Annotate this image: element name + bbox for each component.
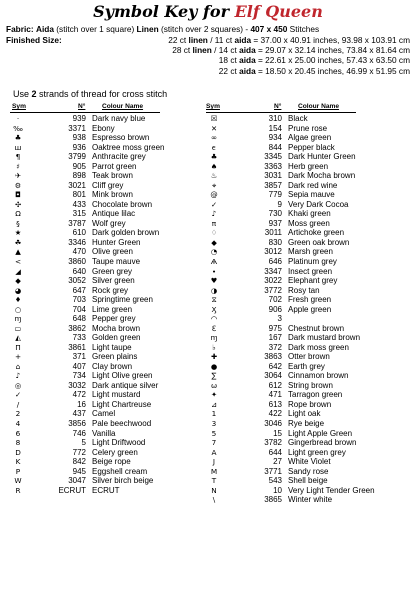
colour-name: Eggshell cream bbox=[92, 466, 148, 476]
symbol-glyph: < bbox=[14, 256, 22, 266]
finished-size-label: Finished Size: bbox=[6, 35, 62, 45]
symbol-glyph: Ω bbox=[15, 209, 21, 219]
thread-number: 472 bbox=[72, 390, 86, 400]
colour-name: Insect green bbox=[288, 266, 333, 276]
colour-name: Pepper black bbox=[288, 142, 335, 152]
symbol-glyph: ◭ bbox=[15, 333, 21, 343]
symbol-glyph: ◠ bbox=[210, 314, 218, 324]
symbol-glyph: ℇ bbox=[211, 323, 217, 333]
thread-number: 3863 bbox=[264, 352, 282, 362]
fabric-stitches: 407 x 450 bbox=[250, 24, 288, 34]
thread-number: 612 bbox=[268, 380, 282, 390]
thread-number: 3799 bbox=[68, 152, 86, 162]
header-colour-name: Colour Name bbox=[298, 103, 340, 110]
symbol-glyph: 2 bbox=[15, 409, 21, 419]
symbol-glyph: ✓ bbox=[210, 199, 218, 209]
colour-name: Chocolate brown bbox=[92, 199, 153, 209]
thread-number: 5 bbox=[81, 438, 86, 448]
colour-name: Pepper grey bbox=[92, 314, 136, 324]
colour-name: Cliff grey bbox=[92, 180, 124, 190]
symbol-glyph: P bbox=[15, 466, 21, 476]
symbol-glyph: ⌂ bbox=[15, 361, 21, 371]
symbol-glyph: ◢ bbox=[15, 266, 21, 276]
symbol-glyph: Ѧ bbox=[210, 256, 218, 266]
colour-name: Silver birch beige bbox=[92, 476, 154, 486]
thread-number: 10 bbox=[273, 485, 282, 495]
colour-name: Earth grey bbox=[288, 361, 325, 371]
thread-number: 936 bbox=[72, 142, 86, 152]
symbol-glyph: ▭ bbox=[14, 323, 22, 333]
thread-number: 3011 bbox=[264, 228, 282, 238]
thread-number: 734 bbox=[72, 371, 86, 381]
colour-name: Mink brown bbox=[92, 190, 133, 200]
colour-name: Tarragon green bbox=[288, 390, 343, 400]
colour-name: Winter white bbox=[288, 495, 333, 505]
finished-sizes bbox=[6, 35, 410, 76]
thread-number: 906 bbox=[268, 304, 282, 314]
thread-number: 3857 bbox=[264, 180, 282, 190]
thread-number: 3771 bbox=[264, 466, 282, 476]
thread-number: 3021 bbox=[68, 180, 86, 190]
colour-name: White Violet bbox=[288, 457, 331, 467]
thread-number: 3031 bbox=[264, 171, 282, 181]
colour-name: Dark red wine bbox=[288, 180, 338, 190]
colour-name: Platinum grey bbox=[288, 256, 337, 266]
symbol-glyph: ✚ bbox=[210, 352, 218, 362]
symbol-glyph: 6 bbox=[15, 428, 21, 438]
symbol-glyph: W bbox=[14, 476, 22, 486]
colour-name: Pale beechwood bbox=[92, 419, 152, 428]
symbol-glyph: ◆ bbox=[15, 276, 21, 286]
colour-name: Parrot green bbox=[92, 161, 137, 171]
symbol-glyph: 8 bbox=[15, 438, 21, 448]
colour-name: Moss green bbox=[288, 218, 330, 228]
finished-size-row bbox=[6, 55, 410, 65]
thread-number: 730 bbox=[268, 209, 282, 219]
colour-name: Olive green bbox=[92, 247, 133, 257]
finished-size-text: 28 ct linen / 14 ct aida = 29.07 x 32.14 inches, 73.84 x 81.64 cm bbox=[172, 45, 410, 56]
thread-number: 3345 bbox=[264, 152, 282, 162]
colour-name: Gingerbread brown bbox=[288, 438, 357, 448]
colour-name: Dark golden brown bbox=[92, 228, 160, 238]
fabric-aida-desc: (stitch over 1 square) bbox=[56, 24, 135, 34]
colour-name: Light green grey bbox=[288, 447, 346, 457]
header-colour-name: Colour Name bbox=[102, 103, 144, 110]
colour-name: Light Apple Green bbox=[288, 428, 353, 438]
thread-number: 543 bbox=[268, 476, 282, 486]
thread-number: 703 bbox=[72, 295, 86, 305]
colour-name: Green plains bbox=[92, 352, 138, 362]
thread-number: 610 bbox=[72, 228, 86, 238]
colour-name: Camel bbox=[92, 409, 116, 419]
thread-number: 3861 bbox=[68, 342, 86, 352]
symbol-glyph: ● bbox=[210, 361, 218, 371]
thread-number: 646 bbox=[268, 256, 282, 266]
symbol-glyph: ♣ bbox=[210, 152, 218, 162]
symbol-glyph: + bbox=[14, 352, 22, 362]
finished-size-text: 22 ct linen / 11 ct aida = 37.00 x 40.91 inches, 93.98 x 103.91 cm bbox=[168, 35, 410, 45]
colour-name: Dark Mocha brown bbox=[288, 171, 356, 181]
colour-name: Wolf grey bbox=[92, 218, 126, 228]
thread-number: 3346 bbox=[68, 237, 86, 247]
colour-name: Vanilla bbox=[92, 428, 116, 438]
symbol-glyph: ✓ bbox=[14, 390, 22, 400]
symbol-glyph: ♢ bbox=[210, 228, 218, 238]
fabric-stitches-suffix: Stitches bbox=[289, 24, 320, 34]
colour-name: Khaki green bbox=[288, 209, 331, 219]
thread-number: 648 bbox=[72, 314, 86, 324]
symbol-glyph: ♭ bbox=[212, 342, 216, 352]
symbol-glyph: ♯ bbox=[16, 161, 20, 171]
colour-name: Light Driftwood bbox=[92, 438, 146, 448]
colour-name: Clay brown bbox=[92, 361, 133, 371]
thread-number: 372 bbox=[268, 342, 282, 352]
thread-number: 934 bbox=[268, 133, 282, 143]
colour-name: Sepia mauve bbox=[288, 190, 335, 200]
thread-number: 16 bbox=[77, 399, 86, 409]
symbol-glyph: ϵ bbox=[211, 142, 217, 152]
colour-name: Artichoke green bbox=[288, 228, 345, 238]
symbol-glyph: 5 bbox=[211, 428, 217, 438]
thread-number: 310 bbox=[268, 114, 282, 123]
symbol-glyph: § bbox=[16, 218, 20, 228]
colour-name: Hunter Green bbox=[92, 237, 141, 247]
symbol-glyph: ◑ bbox=[210, 285, 218, 295]
symbol-glyph: N bbox=[211, 485, 217, 495]
symbol-glyph: D bbox=[15, 447, 21, 457]
finished-size-row bbox=[6, 35, 410, 45]
colour-name: Light taupe bbox=[92, 342, 132, 352]
strands-count: 2 bbox=[31, 89, 37, 99]
thread-number: 3371 bbox=[68, 123, 86, 133]
symbol-glyph: T bbox=[211, 476, 217, 486]
thread-number: 704 bbox=[72, 304, 86, 314]
colour-name: Light Olive green bbox=[92, 371, 153, 381]
thread-number: 830 bbox=[268, 237, 282, 247]
thread-number: 3787 bbox=[68, 218, 86, 228]
colour-name: Chestnut brown bbox=[288, 323, 345, 333]
symbol-glyph: ⌖ bbox=[211, 180, 217, 190]
colour-name: Light mustard bbox=[92, 390, 141, 400]
colour-name: Espresso brown bbox=[92, 133, 150, 143]
thread-number: 844 bbox=[268, 142, 282, 152]
header-number: N° bbox=[274, 103, 282, 110]
thread-number: 3782 bbox=[264, 438, 282, 448]
colour-name: Green grey bbox=[92, 266, 133, 276]
symbol-glyph: ✈ bbox=[14, 171, 22, 181]
symbol-glyph: ○ bbox=[14, 304, 22, 314]
colour-name: Fresh green bbox=[288, 295, 332, 305]
colour-name: Dark mustard brown bbox=[288, 333, 361, 343]
symbol-glyph: ✣ bbox=[14, 199, 22, 209]
page-title bbox=[0, 2, 416, 22]
colour-name: Anthracite grey bbox=[92, 152, 146, 162]
colour-name: Green oak brown bbox=[288, 237, 350, 247]
finished-size-text: 22 ct aida = 18.50 x 20.45 inches, 46.99 x 51.95 cm bbox=[218, 65, 410, 76]
symbol-glyph: @ bbox=[210, 190, 218, 200]
header-number: N° bbox=[78, 103, 86, 110]
colour-name: Beige rope bbox=[92, 457, 131, 467]
thread-number: 937 bbox=[268, 218, 282, 228]
colour-name: Springtime green bbox=[92, 295, 153, 305]
symbol-glyph: M bbox=[210, 466, 218, 476]
colour-name: Taupe mauve bbox=[92, 256, 141, 266]
symbol-glyph: ♠ bbox=[210, 161, 218, 171]
thread-number: 15 bbox=[273, 428, 282, 438]
thread-number: 945 bbox=[72, 466, 86, 476]
thread-number: 746 bbox=[72, 428, 86, 438]
symbol-glyph: ♣ bbox=[14, 133, 22, 143]
symbol-glyph: ∑ bbox=[211, 371, 217, 381]
symbol-glyph: ⚙ bbox=[14, 180, 22, 190]
colour-name: Celery green bbox=[92, 447, 138, 457]
colour-name: Apple green bbox=[288, 304, 332, 314]
header-sym: Sym bbox=[206, 103, 220, 110]
colour-name: Silver green bbox=[92, 276, 135, 286]
thread-number: 315 bbox=[72, 209, 86, 219]
thread-number: 733 bbox=[72, 333, 86, 343]
symbol-glyph: ☘ bbox=[14, 237, 22, 247]
fabric-line bbox=[6, 24, 319, 34]
colour-name: Very Light Tender Green bbox=[288, 485, 375, 495]
colour-name: Sandy rose bbox=[288, 466, 329, 476]
thread-number: 3022 bbox=[264, 276, 282, 286]
thread-number: 3865 bbox=[264, 495, 282, 505]
thread-number: 3032 bbox=[68, 380, 86, 390]
colour-name: Mocha brown bbox=[92, 323, 141, 333]
thread-number: 3046 bbox=[264, 419, 282, 428]
thread-number: 975 bbox=[268, 323, 282, 333]
symbol-glyph: ɱ bbox=[14, 314, 22, 324]
colour-name: Prune rose bbox=[288, 123, 328, 133]
colour-name: Light oak bbox=[288, 409, 321, 419]
thread-number: 407 bbox=[72, 361, 86, 371]
colour-name: Lime green bbox=[92, 304, 133, 314]
thread-number: 3363 bbox=[264, 161, 282, 171]
colour-name: Rye beige bbox=[288, 419, 325, 428]
symbol-glyph: ★ bbox=[14, 228, 22, 238]
finished-size-text: 18 ct aida = 22.61 x 25.00 inches, 57.43 x 63.50 cm bbox=[218, 55, 410, 66]
symbol-glyph: Ӽ bbox=[211, 304, 217, 314]
header-divider bbox=[206, 112, 356, 113]
symbol-glyph: ∞ bbox=[210, 133, 218, 143]
colour-name: Very Dark Cocoa bbox=[288, 199, 349, 209]
symbol-glyph: R bbox=[15, 485, 21, 495]
colour-name: Algae green bbox=[288, 133, 332, 143]
symbol-glyph: ш bbox=[14, 142, 22, 152]
thread-number: 3 bbox=[277, 314, 282, 324]
thread-number: 898 bbox=[72, 171, 86, 181]
thread-number: 702 bbox=[268, 295, 282, 305]
symbol-glyph: ♨ bbox=[210, 171, 218, 181]
thread-number: 9 bbox=[277, 199, 282, 209]
thread-number: 842 bbox=[72, 457, 86, 467]
thread-number: 939 bbox=[72, 114, 86, 123]
thread-number: 433 bbox=[72, 199, 86, 209]
thread-number: 640 bbox=[72, 266, 86, 276]
thread-number: 772 bbox=[72, 447, 86, 457]
symbol-glyph: ♪ bbox=[211, 209, 217, 219]
symbol-glyph: ◕ bbox=[14, 285, 22, 295]
symbol-glyph: ◆ bbox=[211, 237, 217, 247]
symbol-glyph: 3 bbox=[211, 419, 217, 428]
colour-name: Elephant grey bbox=[288, 276, 338, 286]
colour-name: Herb green bbox=[288, 161, 329, 171]
symbol-glyph: ♦ bbox=[14, 295, 22, 305]
colour-name: Rope brown bbox=[288, 399, 332, 409]
thread-number: 3047 bbox=[68, 476, 86, 486]
symbol-glyph: ◎ bbox=[14, 380, 22, 390]
header-sym: Sym bbox=[12, 103, 26, 110]
thread-number: 3856 bbox=[68, 419, 86, 428]
thread-number: 642 bbox=[268, 361, 282, 371]
symbol-glyph: ω bbox=[210, 380, 218, 390]
thread-number: 938 bbox=[72, 133, 86, 143]
symbol-glyph: · bbox=[16, 114, 20, 123]
thread-number: 3347 bbox=[264, 266, 282, 276]
title-prefix: Symbol Key for bbox=[93, 2, 229, 21]
symbol-glyph: ♪ bbox=[15, 371, 21, 381]
symbol-glyph: ɱ bbox=[210, 333, 218, 343]
thread-number: 801 bbox=[72, 190, 86, 200]
symbol-glyph: ☒ bbox=[210, 114, 218, 123]
colour-name: Golden green bbox=[92, 333, 141, 343]
fabric-linen-desc: (stitch over 2 squares) - bbox=[160, 24, 249, 34]
colour-name: Antique lilac bbox=[92, 209, 136, 219]
thread-number: 3860 bbox=[68, 256, 86, 266]
symbol-glyph: J bbox=[212, 457, 216, 467]
thread-number: 644 bbox=[268, 447, 282, 457]
thread-number: 470 bbox=[72, 247, 86, 257]
colour-name: Shell beige bbox=[288, 476, 328, 486]
symbol-glyph: π bbox=[211, 218, 217, 228]
symbol-glyph: ♥ bbox=[210, 276, 218, 286]
header-divider bbox=[10, 112, 160, 113]
colour-name: Otter brown bbox=[288, 352, 330, 362]
thread-number: 437 bbox=[72, 409, 86, 419]
colour-name: Cinnamon brown bbox=[288, 371, 349, 381]
symbol-glyph: 1 bbox=[211, 409, 217, 419]
colour-name: Dark antique silver bbox=[92, 380, 159, 390]
symbol-glyph: ✕ bbox=[210, 123, 218, 133]
thread-number: 167 bbox=[268, 333, 282, 343]
symbol-glyph: ✦ bbox=[210, 390, 218, 400]
colour-name: Dark moss green bbox=[288, 342, 349, 352]
thread-number: 27 bbox=[273, 457, 282, 467]
symbol-glyph: ¶ bbox=[15, 152, 21, 162]
thread-number: 647 bbox=[72, 285, 86, 295]
colour-name: Oaktree moss green bbox=[92, 142, 165, 152]
fabric-linen: Linen bbox=[136, 24, 159, 34]
thread-number: 422 bbox=[268, 409, 282, 419]
title-accent: Elf Queen bbox=[234, 2, 323, 21]
strands-note: Use 2 strands of thread for cross stitch bbox=[13, 89, 168, 99]
finished-size-row bbox=[6, 45, 410, 55]
symbol-glyph: \ bbox=[212, 495, 216, 505]
colour-name: Dark Hunter Green bbox=[288, 152, 356, 162]
colour-name: Light Chartreuse bbox=[92, 399, 152, 409]
thread-number: 779 bbox=[268, 190, 282, 200]
symbol-glyph: K bbox=[15, 457, 21, 467]
colour-name: Dark navy blue bbox=[92, 114, 146, 123]
thread-number: 371 bbox=[72, 352, 86, 362]
symbol-glyph: • bbox=[211, 266, 217, 276]
thread-number: 3064 bbox=[264, 371, 282, 381]
thread-number: 613 bbox=[268, 399, 282, 409]
thread-number: 471 bbox=[268, 390, 282, 400]
finished-size-row bbox=[6, 66, 410, 76]
thread-number: 154 bbox=[268, 123, 282, 133]
symbol-glyph: ⊿ bbox=[210, 399, 218, 409]
thread-number: ECRUT bbox=[58, 485, 86, 495]
symbol-glyph: ◘ bbox=[15, 190, 21, 200]
symbol-glyph: Π bbox=[15, 342, 21, 352]
colour-name: Marsh green bbox=[288, 247, 333, 257]
thread-number: 905 bbox=[72, 161, 86, 171]
symbol-glyph: ‰ bbox=[13, 123, 23, 133]
fabric-label: Fabric: bbox=[6, 24, 34, 34]
colour-name: Black bbox=[288, 114, 308, 123]
thread-number: 3012 bbox=[264, 247, 282, 257]
colour-name: ECRUT bbox=[92, 485, 120, 495]
thread-number: 3052 bbox=[68, 276, 86, 286]
symbol-glyph: ◔ bbox=[210, 247, 218, 257]
colour-name: Rosy tan bbox=[288, 285, 320, 295]
symbol-glyph: ⧖ bbox=[211, 295, 217, 305]
colour-name: Teak brown bbox=[92, 171, 133, 181]
symbol-glyph: 7 bbox=[211, 438, 217, 448]
colour-name: Ebony bbox=[92, 123, 115, 133]
thread-number: 3862 bbox=[68, 323, 86, 333]
fabric-aida: Aida bbox=[35, 24, 54, 34]
colour-name: Rock grey bbox=[92, 285, 129, 295]
symbol-glyph: ▲ bbox=[15, 247, 21, 257]
symbol-glyph: 4 bbox=[15, 419, 21, 428]
colour-name: String brown bbox=[288, 380, 333, 390]
thread-number: 3772 bbox=[264, 285, 282, 295]
symbol-glyph: / bbox=[16, 399, 20, 409]
symbol-glyph: A bbox=[211, 447, 217, 457]
